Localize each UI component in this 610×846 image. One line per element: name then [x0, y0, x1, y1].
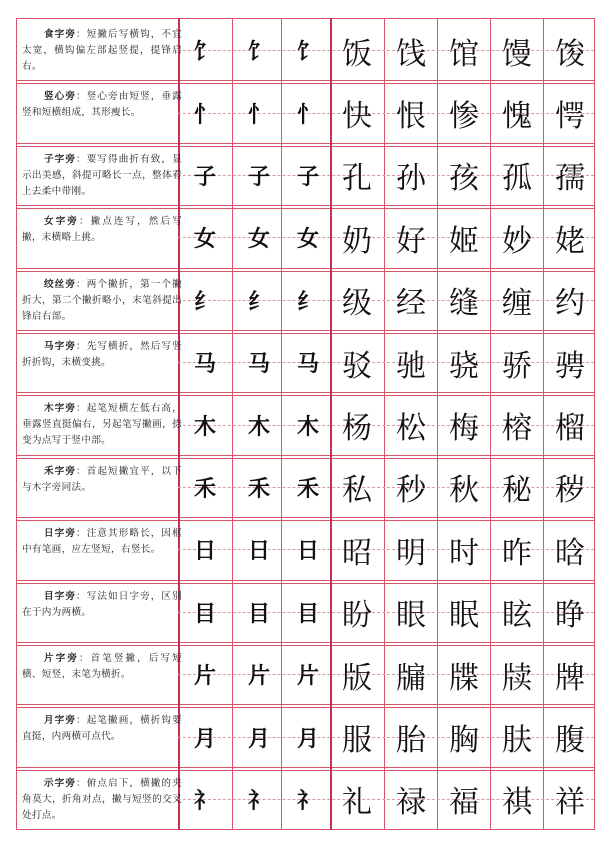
example-character: 惨 — [449, 99, 479, 135]
radical-sample: 女 — [193, 226, 216, 253]
example-character: 孺 — [555, 161, 585, 197]
row-divider — [16, 18, 594, 19]
example-character: 孩 — [449, 161, 479, 197]
example-character: 馒 — [502, 36, 532, 72]
radical-sample: 禾 — [247, 475, 270, 502]
example-character: 睁 — [555, 598, 585, 634]
row-divider — [16, 330, 594, 331]
radical-sample: 纟 — [193, 288, 216, 315]
radical-name: 食字旁 — [44, 29, 77, 40]
radical-sample: 马 — [247, 351, 270, 378]
example-character: 榕 — [502, 411, 532, 447]
radical-sample: 纟 — [296, 288, 319, 315]
example-character: 奶 — [342, 223, 372, 259]
radical-explanation: ：竖心旁由短竖，垂露竖和短横组成，其形瘦长。 — [22, 91, 182, 119]
example-character: 愕 — [555, 99, 585, 135]
example-character: 饭 — [342, 36, 372, 72]
radical-explanation: ：先写横折，然后写竖折折钩，末横变挑。 — [22, 341, 182, 368]
radical-name: 目字旁 — [44, 590, 77, 602]
radical-sample: 日 — [247, 538, 270, 565]
radical-sample: 木 — [193, 413, 216, 440]
example-character: 肤 — [502, 723, 532, 759]
example-character: 胎 — [396, 723, 426, 759]
radical-name: 木字旁 — [44, 403, 77, 415]
radical-name: 绞丝旁 — [44, 278, 77, 290]
radical-explanation: ：要写得曲折有致，显示出美感，斜提可略长一点，整体看上去柔中带刚。 — [22, 153, 182, 197]
example-character: 礼 — [342, 785, 372, 821]
radical-explanation: ：写法如日字旁，区别在于内为两横。 — [22, 590, 182, 618]
radical-row — [16, 583, 594, 642]
radical-sample: 木 — [247, 413, 270, 440]
radical-sample: 礻 — [296, 787, 319, 814]
radical-name: 禾字旁 — [44, 465, 77, 477]
radical-sample: 月 — [193, 725, 216, 752]
example-character: 版 — [342, 660, 372, 696]
example-character: 孤 — [502, 161, 532, 197]
example-character: 秋 — [449, 473, 479, 509]
radical-sample: 禾 — [296, 475, 319, 502]
radical-name: 马字旁 — [44, 341, 77, 352]
radical-row — [16, 707, 594, 766]
radical-sample: 忄 — [296, 101, 319, 128]
example-character: 杨 — [342, 411, 372, 447]
radical-row — [16, 271, 594, 330]
radical-sample: 纟 — [247, 288, 270, 315]
radical-name: 月字旁 — [44, 715, 77, 727]
radical-sample: 忄 — [193, 101, 216, 128]
example-character: 缠 — [502, 286, 532, 322]
radical-explanation: ：起笔短横左低右高，垂露竖直挺偏右，另起笔写撇画，捺变为点写于竖中部。 — [22, 403, 182, 447]
radical-description — [22, 651, 182, 683]
radical-name: 子字旁 — [44, 153, 77, 165]
example-character: 驰 — [396, 348, 426, 384]
example-character: 秘 — [502, 473, 532, 509]
radical-sample: 目 — [247, 600, 270, 627]
radical-sample: 子 — [247, 163, 270, 190]
example-character: 骁 — [449, 348, 479, 384]
radical-description — [22, 27, 182, 75]
row-divider — [16, 455, 594, 456]
example-character: 约 — [555, 286, 585, 322]
example-character: 好 — [396, 223, 426, 259]
example-character: 牍 — [502, 660, 532, 696]
row-divider — [16, 580, 594, 581]
example-character: 梅 — [449, 411, 479, 447]
example-character: 恨 — [396, 99, 426, 135]
radical-explanation: ：两个撇折，第一个撇折大，第二个撇折略小，末笔斜提出锋启右部。 — [22, 278, 182, 322]
radical-name: 日字旁 — [44, 528, 77, 540]
radical-sample: 月 — [296, 725, 319, 752]
radical-sample: 片 — [296, 663, 319, 690]
radical-description — [22, 526, 182, 558]
example-character: 快 — [342, 99, 372, 135]
example-character: 经 — [396, 286, 426, 322]
example-character: 私 — [342, 473, 372, 509]
radical-row — [16, 395, 594, 454]
radical-description — [22, 589, 182, 621]
radical-sample: 目 — [193, 600, 216, 627]
radical-sample: 月 — [247, 725, 270, 752]
example-character: 牌 — [555, 660, 585, 696]
example-character: 秽 — [555, 473, 585, 509]
radical-row — [16, 208, 594, 267]
radical-sample: 女 — [247, 226, 270, 253]
radical-description — [22, 713, 182, 745]
row-divider — [16, 268, 594, 269]
example-character: 盼 — [342, 598, 372, 634]
radical-name: 女字旁 — [44, 216, 79, 228]
row-divider — [16, 143, 594, 144]
radical-name: 示字旁 — [44, 777, 77, 789]
example-character: 馆 — [449, 36, 479, 72]
radical-description — [22, 776, 182, 824]
example-character: 昭 — [342, 535, 372, 571]
radical-description — [22, 89, 182, 121]
example-character: 腹 — [555, 723, 585, 759]
example-character: 级 — [342, 286, 372, 322]
radical-description — [22, 152, 182, 200]
radical-explanation: ：短撇后写横钩，不宜太宽，横钩偏左部起竖提，提锋启右。 — [22, 29, 182, 72]
radical-sample: 饣 — [247, 39, 270, 66]
example-character: 愧 — [502, 99, 532, 135]
radical-explanation: ：俯点启下，横撇的夹角莫大，折角对点，撇与短竖的交叉处打点。 — [22, 777, 182, 821]
radical-sample: 礻 — [193, 787, 216, 814]
radical-sample: 饣 — [296, 39, 319, 66]
radical-row — [16, 520, 594, 579]
example-character: 禄 — [396, 785, 426, 821]
example-character: 服 — [342, 723, 372, 759]
radical-row — [16, 146, 594, 205]
radical-sample: 子 — [296, 163, 319, 190]
example-character: 祺 — [502, 785, 532, 821]
example-character: 眼 — [396, 598, 426, 634]
radical-sample: 日 — [296, 538, 319, 565]
radical-sample: 日 — [193, 538, 216, 565]
radical-sample: 马 — [296, 351, 319, 378]
radical-explanation: ：首起短撇宜平，以下与木字旁同法。 — [22, 465, 182, 493]
example-character: 牒 — [449, 660, 479, 696]
example-character: 骋 — [555, 348, 585, 384]
radical-row — [16, 645, 594, 704]
radical-sample: 子 — [193, 163, 216, 190]
radical-sample: 禾 — [193, 475, 216, 502]
example-character: 福 — [449, 785, 479, 821]
radical-explanation: ：撇点连写，然后写撇，末横略上挑。 — [22, 216, 182, 244]
radical-sample: 饣 — [193, 39, 216, 66]
row-divider — [16, 767, 594, 768]
example-character: 榴 — [555, 411, 585, 447]
radical-explanation: ：首笔竖撇，后写短横、短竖，末笔为横折。 — [22, 653, 182, 680]
radical-row — [16, 21, 594, 80]
example-character: 姬 — [449, 223, 479, 259]
example-character: 孔 — [342, 161, 372, 197]
example-character: 明 — [396, 535, 426, 571]
radical-description — [22, 339, 182, 371]
radical-sample: 马 — [193, 351, 216, 378]
example-character: 骄 — [502, 348, 532, 384]
example-character: 妙 — [502, 223, 532, 259]
example-character: 牖 — [396, 660, 426, 696]
radical-name: 片字旁 — [44, 653, 79, 664]
radical-sample: 目 — [296, 600, 319, 627]
example-character: 孙 — [396, 161, 426, 197]
row-divider — [16, 642, 594, 643]
radical-explanation: ：起笔撇画，横折钩要直挺，内两横可点代。 — [22, 715, 182, 743]
radical-row — [16, 83, 594, 142]
radical-description — [22, 464, 182, 496]
radical-sample: 片 — [193, 663, 216, 690]
example-character: 时 — [449, 535, 479, 571]
example-character: 缝 — [449, 286, 479, 322]
radical-description — [22, 214, 182, 246]
radical-explanation: ：注意其形略长，因框中有笔画，应左竖短，右竖长。 — [22, 528, 182, 556]
example-character: 秒 — [396, 473, 426, 509]
example-character: 昨 — [502, 535, 532, 571]
radical-sample: 木 — [296, 413, 319, 440]
radical-row — [16, 458, 594, 517]
radical-sample: 礻 — [247, 787, 270, 814]
example-character: 胸 — [449, 723, 479, 759]
example-character: 姥 — [555, 223, 585, 259]
radical-name: 竖心旁 — [44, 91, 77, 103]
example-character: 祥 — [555, 785, 585, 821]
example-character: 松 — [396, 411, 426, 447]
example-character: 饯 — [396, 36, 426, 72]
example-character: 眠 — [449, 598, 479, 634]
example-character: 驳 — [342, 348, 372, 384]
radical-sample: 片 — [247, 663, 270, 690]
example-character: 馂 — [555, 36, 585, 72]
radical-sample: 忄 — [247, 101, 270, 128]
radical-row — [16, 770, 594, 829]
radical-sample: 女 — [296, 226, 319, 253]
example-character: 眩 — [502, 598, 532, 634]
radical-description — [22, 277, 182, 325]
radical-row — [16, 333, 594, 392]
example-character: 晗 — [555, 535, 585, 571]
radical-description — [22, 401, 182, 449]
